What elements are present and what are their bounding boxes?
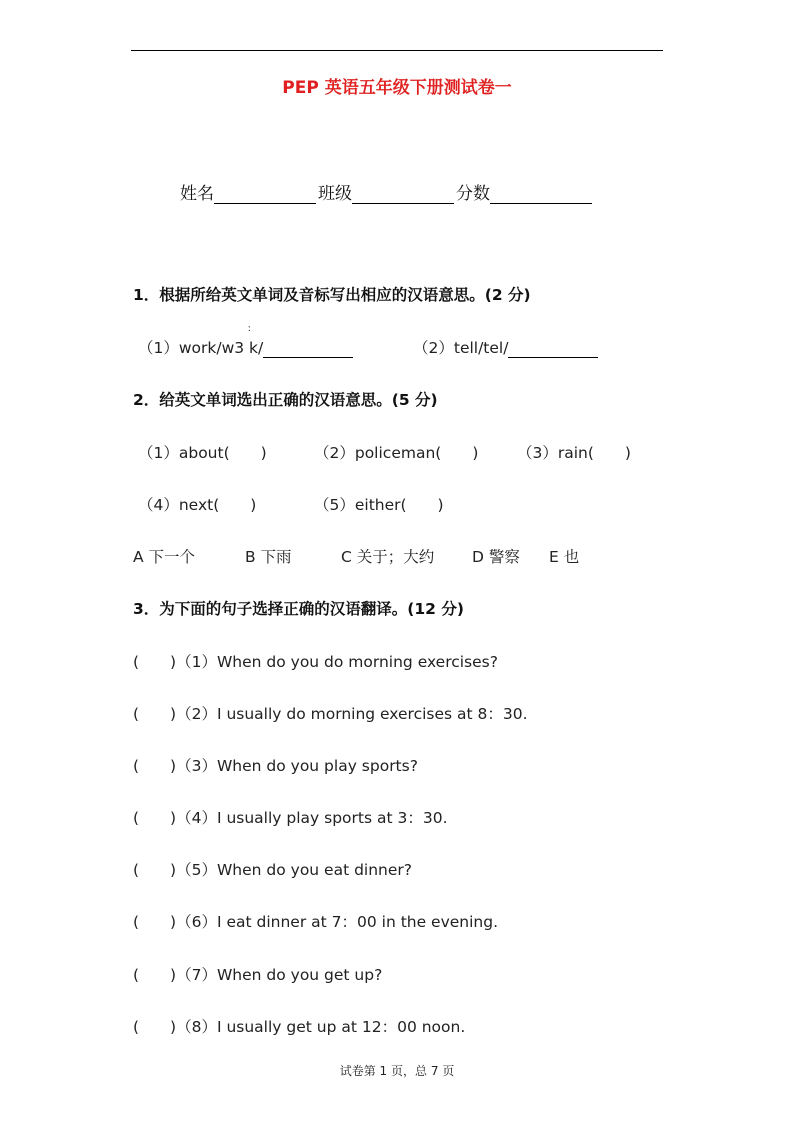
q2-item-4: （4）next( ) xyxy=(138,496,257,514)
question-3-title: 3．为下面的句子选择正确的汉语翻译。(12 分) xyxy=(133,600,464,618)
q2-option-a: A 下一个 xyxy=(133,548,196,566)
q1-item-2-text: （2）tell/tel/ xyxy=(413,339,509,357)
class-label: 班级 xyxy=(318,184,352,204)
q3-item-5: ( )（5）When do you eat dinner? xyxy=(133,861,413,879)
q1-item-2-blank[interactable] xyxy=(508,342,598,358)
q3-item-7: ( )（7）When do you get up? xyxy=(133,966,383,984)
class-blank[interactable] xyxy=(352,186,454,204)
score-label: 分数 xyxy=(456,184,490,204)
q2-option-b: B 下雨 xyxy=(245,548,292,566)
q1-item-2 xyxy=(413,336,598,358)
q1-item-1-text: （1）work/w3 k/ xyxy=(138,339,264,357)
q2-option-c: C 关于；大约 xyxy=(341,548,435,566)
q2-item-5: （5）either( ) xyxy=(314,496,444,514)
question-1-title: 1．根据所给英文单词及音标写出相应的汉语意思。(2 分) xyxy=(133,286,531,304)
q2-option-e: E 也 xyxy=(549,548,580,566)
q2-item-3: （3）rain( ) xyxy=(517,444,631,462)
score-blank[interactable] xyxy=(490,186,592,204)
q3-item-6: ( )（6）I eat dinner at 7：00 in the evening. xyxy=(133,913,499,931)
page-title: PEP 英语五年级下册测试卷一 xyxy=(282,78,512,98)
q3-item-1: ( )（1）When do you do morning exercises? xyxy=(133,653,498,671)
q1-item-1-blank[interactable] xyxy=(263,342,353,358)
page-footer: 试卷第 1 页，总 7 页 xyxy=(339,1064,455,1078)
q3-item-8: ( )（8）I usually get up at 12：00 noon. xyxy=(133,1018,466,1036)
header-rule xyxy=(131,50,663,51)
q1-item-1 xyxy=(138,336,353,358)
student-info-row xyxy=(180,179,594,204)
name-label: 姓名 xyxy=(180,184,214,204)
q3-item-3: ( )（3）When do you play sports? xyxy=(133,757,418,775)
q2-option-d: D 警察 xyxy=(472,548,520,566)
phonetic-length-mark: ː xyxy=(248,324,252,334)
q3-item-2: ( )（2）I usually do morning exercises at 8：30. xyxy=(133,705,528,723)
question-2-title: 2．给英文单词选出正确的汉语意思。(5 分) xyxy=(133,391,438,409)
name-blank[interactable] xyxy=(214,186,316,204)
q3-item-4: ( )（4）I usually play sports at 3：30. xyxy=(133,809,448,827)
q2-item-2: （2）policeman( ) xyxy=(314,444,479,462)
q2-item-1: （1）about( ) xyxy=(138,444,267,462)
